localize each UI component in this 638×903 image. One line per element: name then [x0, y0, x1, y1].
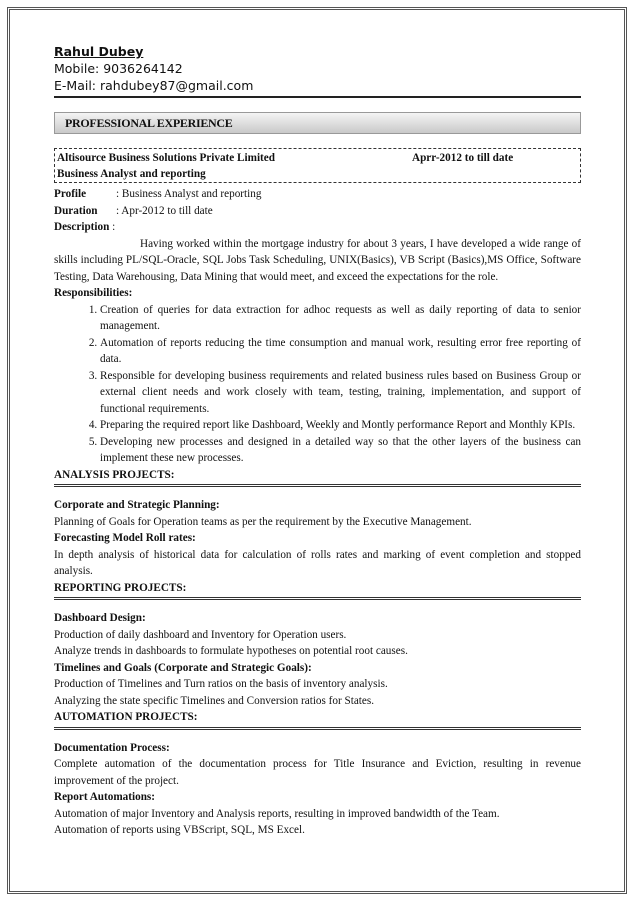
duration-row [54, 203, 581, 220]
project-text: Planning of Goals for Operation teams as per the requirement by the Executive Management. [54, 515, 472, 528]
project-title: Forecasting Model Roll rates: [54, 532, 196, 544]
reporting-section [54, 580, 581, 710]
description-row [54, 219, 581, 236]
project-title: Timelines and Goals (Corporate and Strategic Goals): [54, 661, 312, 674]
candidate-name: Rahul Dubey [54, 44, 144, 59]
profile-row [54, 186, 581, 203]
header-divider [54, 96, 581, 98]
company-name: Altisource Business Solutions Private Limited [57, 152, 275, 164]
project-text: Analyzing the state specific Timelines and Conversion ratios for States. [54, 694, 375, 707]
section-divider [54, 727, 581, 730]
section-divider [54, 484, 581, 487]
responsibilities-list [54, 302, 581, 467]
mobile-number: Mobile: 9036264142 [54, 61, 183, 76]
list-item: 3. Responsible for developing business requirements and related business rules based on Business Group or external client needs and work closely with team, testing, training, implementation, and support of functional requirements. [100, 368, 581, 418]
project-text: Production of Timelines and Turn ratios on the basis of inventory analysis. [54, 678, 388, 690]
duration-value: : Apr-2012 to till date [116, 204, 213, 217]
responsibilities-label: Responsibilities: [54, 287, 133, 299]
project-text: Analyze trends in dashboards to formulate hypotheses on potential root causes. [54, 645, 408, 657]
description-colon: : [109, 221, 116, 233]
list-item: 5. Developing new processes and designed in a detailed way so that the other layers of the business can implement these new processes. [100, 434, 581, 467]
company-row [57, 150, 578, 166]
list-item: 4. Preparing the required report like Dashboard, Weekly and Montly performance Report and Monthly KPIs. [100, 417, 581, 434]
automation-section [54, 709, 581, 839]
contact-header [54, 43, 581, 94]
list-item: 2. Automation of reports reducing the time consumption and manual work, resulting error free reporting of data. [100, 335, 581, 368]
section-title-analysis: ANALYSIS PROJECTS: [54, 468, 175, 481]
profile-value: : Business Analyst and reporting [116, 188, 262, 200]
project-text: Automation of major Inventory and Analysis reports, resulting in improved bandwidth of the Team. [54, 807, 500, 820]
job-details [54, 186, 581, 467]
project-title: Report Automations: [54, 791, 155, 803]
section-title-professional-experience: PROFESSIONAL EXPERIENCE [54, 112, 581, 134]
description-label: Description [54, 221, 110, 233]
analysis-section [54, 467, 581, 580]
duration-label: Duration [54, 204, 98, 217]
project-title: Dashboard Design: [54, 612, 146, 624]
profile-label: Profile [54, 188, 87, 200]
project-text: Production of daily dashboard and Inventory for Operation users. [54, 628, 347, 641]
email-address: E-Mail: rahdubey87@gmail.com [54, 78, 254, 93]
project-text: In depth analysis of historical data for calculation of rolls rates and marking of event completion and stopped analysis. [54, 548, 581, 577]
company-box [54, 148, 581, 183]
job-role: Business Analyst and reporting [57, 168, 206, 180]
company-period: Aprr-2012 to till date [412, 152, 514, 164]
project-title: Documentation Process: [54, 741, 170, 754]
description-text: Having worked within the mortgage industry for about 3 years, I have developed a wide range of skills including PL/SQL-Oracle, SQL Jobs Task Scheduling, UNIX(Basics), VB Script (Basics),MS Office, Software Testing, Data Warehousing, Data Mining that would meet, and exceed the expectations for the role. [54, 237, 581, 283]
section-title-automation: AUTOMATION PROJECTS: [54, 711, 198, 723]
section-divider [54, 597, 581, 600]
project-title: Corporate and Strategic Planning: [54, 499, 220, 511]
project-text: Automation of reports using VBScript, SQL, MS Excel. [54, 824, 305, 836]
list-item: 1. Creation of queries for data extraction for adhoc requests as well as daily reporting of data to senior management. [100, 302, 581, 335]
resume-content [54, 43, 581, 839]
project-text: Complete automation of the documentation process for Title Insurance and Eviction, resulting in revenue improvement of the project. [54, 758, 581, 787]
section-title-reporting: REPORTING PROJECTS: [54, 581, 187, 594]
